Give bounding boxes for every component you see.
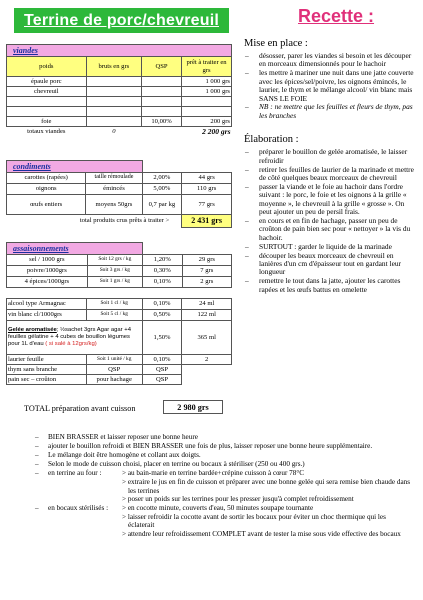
header-poids: poids: [7, 57, 87, 77]
table-row: sel / 1000 grs Soit 12 grs / kg 1,20% 29 grs: [7, 255, 232, 266]
liquides-table: [6, 298, 232, 385]
title-banner: [14, 8, 229, 33]
table-row: [7, 97, 232, 107]
table-row: œufs entiers moyens 50grs 0,7 par kg 77 grs: [7, 195, 232, 215]
list-item: – NB : ne mettre que les feuilles et fleurs de thym, pas les branches: [244, 103, 416, 120]
list-item: – désosser, parer les viandes si besoin et les découper en morceaux dimensionnés pour le hachoir: [244, 52, 416, 69]
section-viandes: viandes: [7, 45, 232, 57]
table-row: alcool type Armagnac Soit 1 cl / kg 0,10% 24 ml: [7, 299, 232, 310]
totaux-viandes-row: totaux viandes 0 2 200 grs: [27, 126, 231, 136]
list-item: – remettre le tout dans la jatte, ajouter les carottes rapées et les œufs battus en omelette: [244, 277, 416, 294]
table-row: poivre/1000grs Soit 3 grs / kg 0,30% 7 grs: [7, 266, 232, 277]
list-item: – Le mélange doit être homogène et collant aux doigts.: [34, 451, 414, 460]
elaboration-heading: Élaboration :: [244, 134, 299, 146]
cuisson-instructions: [34, 433, 414, 539]
terrine-line: > poser un poids sur les terrines pour les presser jusqu'à complet refroidissement: [122, 495, 354, 504]
table-row: 4 épices/1000grs Soit 1 grs / kg 0,10% 2 grs: [7, 277, 232, 288]
table-row: [7, 107, 232, 117]
header-qsp: QSP: [142, 57, 182, 77]
bocaux-line: > en cocotte minute, couverts d'eau, 50 minutes soupape tournante: [122, 504, 314, 513]
terrine-label: – en terrine au four :: [48, 469, 102, 478]
list-item: – préparer le bouillon de gelée aromatisée, le laisser refroidir: [244, 148, 416, 165]
mise-en-place-heading: Mise en place :: [244, 38, 308, 49]
mise-en-place-list: [244, 52, 416, 120]
section-condiments: condiments: [7, 161, 143, 173]
section-assaisonnements: assaisonnements: [7, 243, 143, 255]
table-row: oignons émincés 5,00% 110 grs: [7, 184, 232, 195]
recipe-steps: [244, 38, 416, 295]
table-row: carottes (rapées) taille rémoulade 2,00% 44 grs: [7, 173, 232, 184]
list-item: – Selon le mode de cuisson choisi, placer en terrine ou bocaux à stériliser (250 ou 400 grs.): [34, 460, 414, 469]
recette-heading: Recette :: [298, 6, 375, 26]
total-prep-label: TOTAL préparation avant cuisson: [24, 404, 136, 413]
gelee-row: Gelée aromatisée; ½sachet 3grs Agar agar +4 feuilles gélatine + 4 cubes de bouillon légumes pour 1L d'eau ( si salé à 12grs/kg) 1,50% 365 ml: [7, 321, 232, 355]
viandes-table: [6, 44, 232, 137]
cuisson-list: [34, 433, 414, 539]
elaboration-list: [244, 148, 416, 294]
bocaux-line: > attendre leur refroidissement COMPLET avant de tester la mise sous vide effective des bocaux: [122, 530, 401, 539]
table-row: pain sec – croûton pour hachage QSP: [7, 375, 232, 385]
header-pret: prêt à traiter en grs: [182, 57, 232, 77]
table-row: laurier feuille Soit 1 unité / kg 0,10% 2: [7, 355, 232, 365]
recipe-title: Terrine de porc/chevreuil: [24, 12, 219, 29]
list-item: – ajouter le bouillon refroidi et BIEN BRASSER une fois de plus, laisser reposer une bonne heure supplémentaire.: [34, 442, 414, 451]
total-prep-value: 2 980 grs: [163, 400, 223, 414]
list-item: – passer la viande et le foie au hachoir dans l'ordre suivant : le porc, le foie et les oignons à la grille « moyenne », le chevreuil à la grille « grosse ». On peut ajouter un peu de persil frais.: [244, 183, 416, 217]
terrine-line: > au bain-marie en terrine bardée+crépine cuisson à cœur 78°C: [122, 469, 305, 478]
table-row: épaule porc 1 000 grs: [7, 77, 232, 87]
table-row: vin blanc cl/1000grs Soit 5 cl / kg 0,50% 122 ml: [7, 310, 232, 321]
total-crus-row: total produits crus prêts à traiter > 2 431 grs: [7, 215, 232, 228]
bocaux-label: – en bocaux stérilisés :: [48, 504, 109, 513]
assaisonnements-table: [6, 242, 232, 288]
list-item: – BIEN BRASSER et laisser reposer une bonne heure: [34, 433, 414, 442]
table-row: chevreuil 1 000 grs: [7, 87, 232, 97]
table-row: thym sans branche QSP QSP: [7, 365, 232, 375]
header-bruts: bruts en grs: [86, 57, 141, 77]
terrine-line: > extraire le jus en fin de cuisson et préparer avec une bonne gelée qui sera remise bien chaude dans les terrines: [122, 477, 411, 495]
bocaux-line: > laisser refroidir la cocotte avant de sortir les bocaux pour éviter un choc thermique qui les éclaterait: [122, 512, 386, 530]
list-item: – en cours et en fin de hachage, passer un peu de croûton de pain bien sec pour « nettoyer » la vis du hachoir.: [244, 217, 416, 242]
terrine-item: [34, 469, 414, 503]
table-row: foie 10,00% 200 grs: [7, 117, 232, 127]
gelee-description: Gelée aromatisée; ½sachet 3grs Agar agar +4 feuilles gélatine + 4 cubes de bouillon légumes pour 1L d'eau ( si salé à 12grs/kg): [7, 321, 143, 355]
list-item: – découper les beaux morceaux de chevreuil en lanières d'un cm d'épaisseur tout en gardant leur longueur: [244, 252, 416, 277]
condiments-table: [6, 160, 232, 228]
list-item: – SURTOUT : garder le liquide de la marinade: [244, 243, 416, 251]
total-crus-value: 2 431 grs: [182, 215, 232, 228]
list-item: – retirer les feuilles de laurier de la marinade et mettre de côté quelques beaux morceaux de chevreuil: [244, 166, 416, 183]
bocaux-item: [34, 504, 414, 538]
list-item: – les mettre à mariner une nuit dans une jatte couverte avec les épices/sel/poivre, les oignons émincés, le laurier, le thym et le mélange alcool/ vin blanc mais SANS LE FOIE: [244, 69, 416, 103]
